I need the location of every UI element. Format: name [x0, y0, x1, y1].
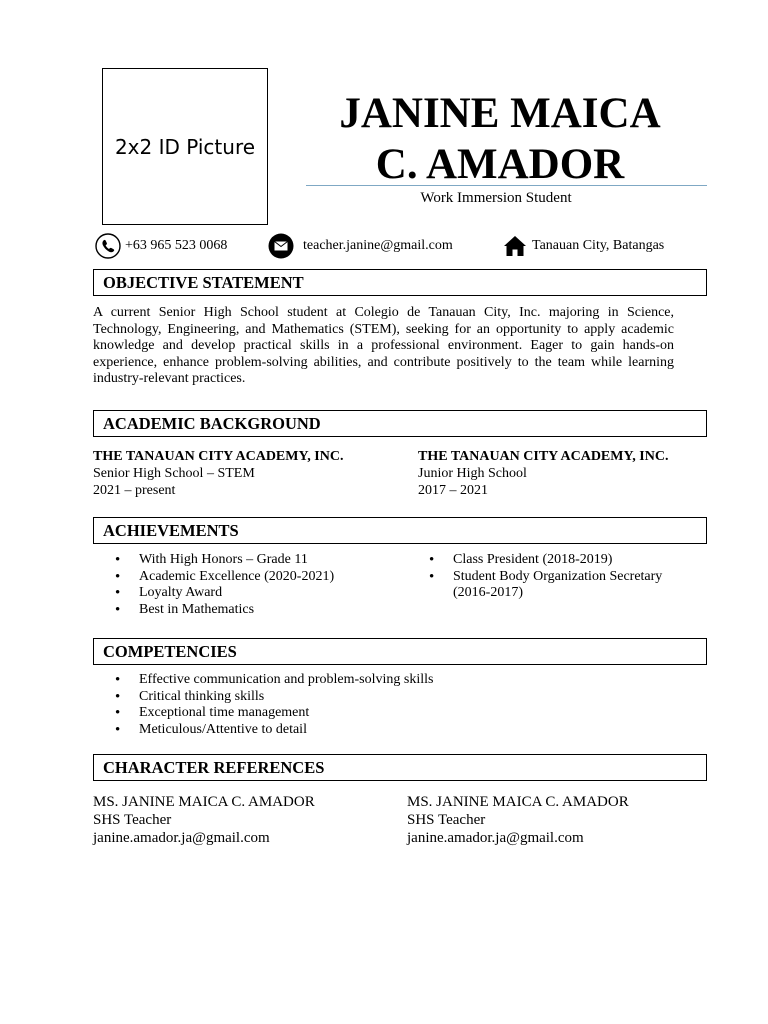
contact-phone — [95, 232, 227, 260]
envelope-icon — [268, 233, 294, 259]
academic-years: 2017 – 2021 — [418, 483, 488, 498]
reference-entry-1 — [93, 793, 315, 847]
section-objective-heading: OBJECTIVE STATEMENT — [93, 269, 707, 296]
section-achievements-heading: ACHIEVEMENTS — [93, 517, 707, 544]
reference-title: SHS Teacher — [93, 812, 172, 828]
section-competencies-heading: COMPETENCIES — [93, 638, 707, 665]
reference-name: MS. JANINE MAICA C. AMADOR — [407, 794, 629, 810]
achievements-list-left — [93, 552, 393, 619]
name-line-1: JANINE MAICA — [339, 90, 661, 137]
academic-entry-shs — [93, 448, 343, 499]
section-academic-heading: ACADEMIC BACKGROUND — [93, 410, 707, 437]
academic-level: Senior High School – STEM — [93, 466, 255, 481]
reference-entry-2 — [407, 793, 629, 847]
name-divider — [306, 185, 707, 186]
section-references-heading: CHARACTER REFERENCES — [93, 754, 707, 781]
list-item: • Exceptional time management — [93, 705, 693, 722]
contact-email — [268, 232, 453, 260]
list-item: • Loyalty Award — [93, 585, 393, 602]
competencies-list — [93, 672, 693, 739]
objective-paragraph: A current Senior High School student at Colegio de Tanauan City, Inc. majoring in Science, Technology, Engineering, and Mathematics (STEM), seeking for an opportunity to apply academic knowledge and develop practical skills in a professional environment. Eager to gain hands-on experience, enhance problem-solving abilities, and contribute positively to the team while learning industry-relevant practices. — [93, 305, 674, 387]
list-item: • Student Body Organization Secretary (2016-2017) — [407, 569, 697, 602]
location-text: Tanauan City, Batangas — [532, 238, 665, 253]
reference-email: janine.amador.ja@gmail.com — [93, 830, 270, 846]
academic-school: THE TANAUAN CITY ACADEMY, INC. — [418, 449, 669, 464]
reference-title: SHS Teacher — [407, 812, 486, 828]
list-item: • Meticulous/Attentive to detail — [93, 722, 693, 739]
academic-level: Junior High School — [418, 466, 527, 481]
academic-years: 2021 – present — [93, 483, 176, 498]
contact-location — [502, 232, 664, 260]
reference-email: janine.amador.ja@gmail.com — [407, 830, 584, 846]
list-item: • Effective communication and problem-solving skills — [93, 672, 693, 689]
applicant-name — [306, 88, 694, 190]
reference-name: MS. JANINE MAICA C. AMADOR — [93, 794, 315, 810]
list-item: • Best in Mathematics — [93, 602, 393, 619]
list-item: • Class President (2018-2019) — [407, 552, 697, 569]
name-line-2: C. AMADOR — [375, 141, 625, 188]
list-item: • Critical thinking skills — [93, 689, 693, 706]
role-title: Work Immersion Student — [420, 190, 572, 206]
id-photo-placeholder — [102, 68, 268, 225]
phone-icon — [95, 233, 121, 259]
list-item: • Academic Excellence (2020-2021) — [93, 569, 393, 586]
academic-entry-jhs — [418, 448, 668, 499]
list-item: • With High Honors – Grade 11 — [93, 552, 393, 569]
photo-placeholder-text: 2x2 ID Picture — [114, 134, 256, 159]
email-text: teacher.janine@gmail.com — [303, 238, 453, 253]
achievements-list-right — [407, 552, 697, 602]
phone-text: +63 965 523 0068 — [125, 238, 228, 253]
academic-school: THE TANAUAN CITY ACADEMY, INC. — [93, 449, 344, 464]
home-icon — [502, 233, 528, 259]
